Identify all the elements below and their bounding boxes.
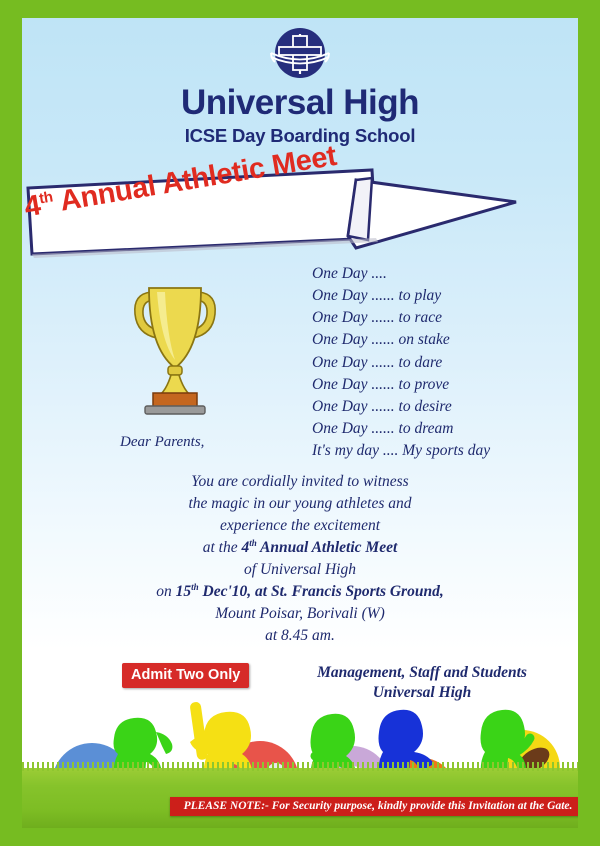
poem-line: One Day ...... on stake (312, 331, 450, 349)
signature-line-2: Universal High (372, 684, 472, 702)
signature-line-1: Management, Staff and Students (317, 664, 527, 681)
poem-line: One Day ...... to dare (312, 353, 443, 371)
body-line-5: of Universal High (244, 561, 356, 579)
event-title-text: Annual Athletic Meet (51, 139, 339, 219)
school-crest-icon (267, 26, 333, 82)
event-ribbon-banner (22, 139, 524, 258)
body-line-4-suffix: th (249, 538, 257, 548)
body-line-4-prefix: at the (202, 539, 242, 557)
poem-line: One Day .... (312, 265, 387, 282)
poem-line: One Day ...... to play (312, 287, 442, 305)
body-line-6-rest: Dec'10, at St. Francis Sports Ground, (198, 583, 444, 601)
school-tagline: ICSE Day Boarding School (184, 124, 416, 146)
school-name: Universal High (180, 83, 420, 122)
event-ordinal: 4 (22, 189, 43, 224)
school-header (22, 26, 578, 147)
poem-line: One Day ...... to prove (312, 375, 450, 393)
invitation-body (82, 471, 518, 647)
body-line-6 (82, 581, 518, 603)
poem-line: One Day ...... to desire (312, 397, 452, 415)
poem-line: One Day ...... to dream (312, 420, 454, 438)
body-line-6-suffix: th (191, 582, 199, 593)
body-line-4-ordinal: 4 (241, 539, 250, 557)
poem-line: One Day ...... to race (312, 309, 442, 327)
poem-line: It's my day .... My sports day (312, 442, 491, 460)
body-line-4-event: Annual Athletic Meet (256, 539, 398, 557)
poem-block (312, 263, 490, 462)
body-line-1: You are cordially invited to witness (191, 473, 409, 490)
trophy-cup-icon (127, 276, 223, 416)
event-ordinal-suffix: th (37, 188, 55, 208)
body-line-6-prefix: on (156, 583, 176, 601)
body-line-2: the magic in our young athletes and (188, 495, 412, 512)
body-line-8: at 8.45 am. (265, 627, 335, 645)
security-note: PLEASE NOTE:- For Security purpose, kindly provide this Invitation at the Gate. (170, 797, 578, 816)
body-line-6-ordinal: 15 (175, 583, 192, 601)
salutation: Dear Parents, (120, 434, 205, 450)
body-line-4 (82, 537, 518, 559)
body-line-3: experience the excitement (219, 517, 381, 534)
poster-page (22, 18, 578, 828)
body-line-7: Mount Poisar, Borivali (W) (215, 605, 385, 623)
admit-badge: Admit Two Only (122, 663, 249, 688)
